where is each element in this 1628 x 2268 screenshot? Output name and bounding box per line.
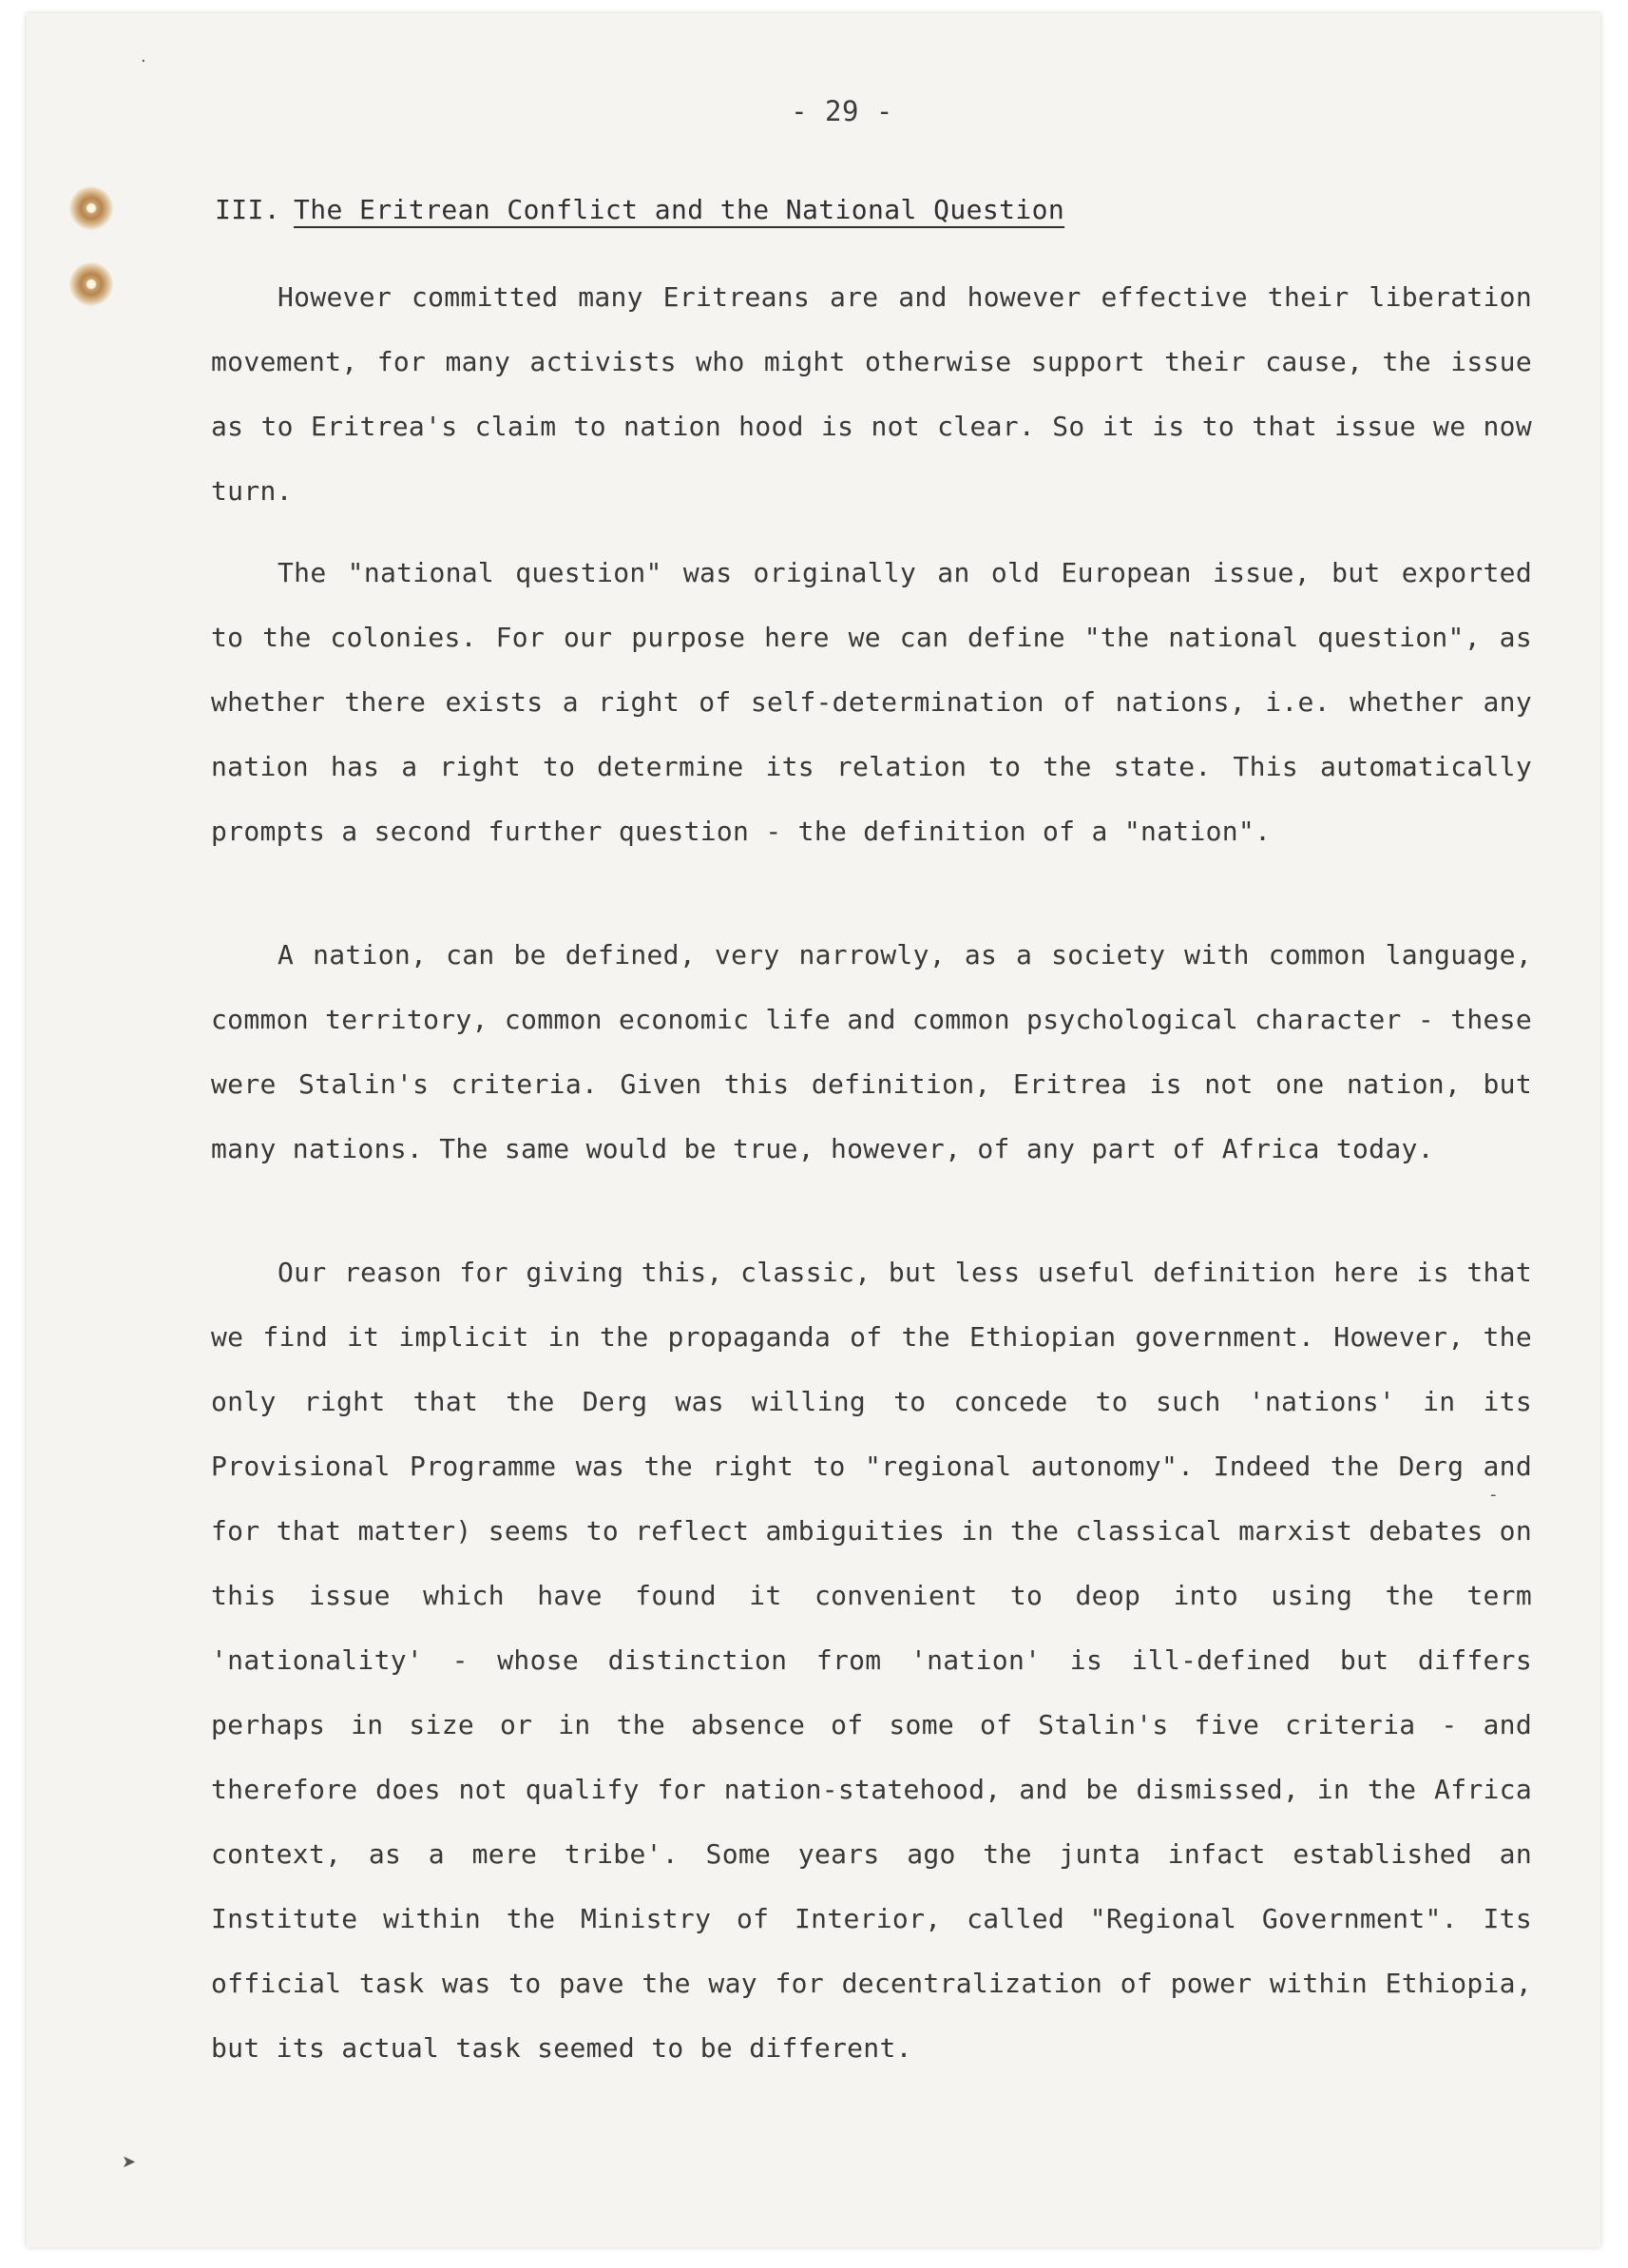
punch-hole (69, 262, 113, 306)
paper-speck: ➤ (122, 2152, 137, 2172)
paper-speck: · (141, 51, 146, 71)
section-heading (215, 194, 1064, 225)
section-number: III. (215, 194, 281, 225)
page-number: - 29 - (791, 95, 893, 127)
body-text (211, 265, 1532, 2081)
paragraph: Our reason for giving this, classic, but less useful definition here is that we find it implicit in the propaganda of the Ethiopian government. However, the only right that the Derg was willing to concede to such 'nations' in its Provisional Programme was the right to "regional autonomy". Indeed the Derg and for that matter) seems to reflect ambiguities in the classical marxist debates on this issue which have found it convenient to deop into using the term 'nationality' - whose distinction from 'nation' is ill-defined but differs perhaps in size or in the absence of some of Stalin's five criteria - and therefore does not qualify for nation-statehood, and be dismissed, in the Africa context, as a mere tribe'. Some years ago the junta infact established an Institute within the Ministry of Interior, called "Regional Government". Its official task was to pave the way for decentralization of power within Ethiopia, but its actual task seemed to be different. (211, 1257, 1532, 2064)
paragraph: However committed many Eritreans are and however effective their liberation movement, for many activists who might otherwise support their cause, the issue as to Eritrea's claim to nation hood is not clear. So it is to that issue we now turn. (211, 281, 1532, 507)
paragraph: A nation, can be defined, very narrowly, as a society with common language, common territory, common economic life and common psychological character - these were Stalin's criteria. Given this definition, Eritrea is not one nation, but many nations. The same would be true, however, of any part of Africa today. (211, 939, 1532, 1164)
paragraph: The "national question" was originally an old European issue, but exported to the colonies. For our purpose here we can define "the national question", as whether there exists a right of self-determination of nations, i.e. whether any nation has a right to determine its relation to the state. This automatically prompts a second further question - the definition of a "nation". (211, 557, 1532, 847)
document-page (27, 13, 1600, 2247)
section-title: The Eritrean Conflict and the National Question (294, 194, 1065, 225)
paper-speck: - (1490, 1485, 1497, 1505)
punch-hole (69, 186, 113, 230)
